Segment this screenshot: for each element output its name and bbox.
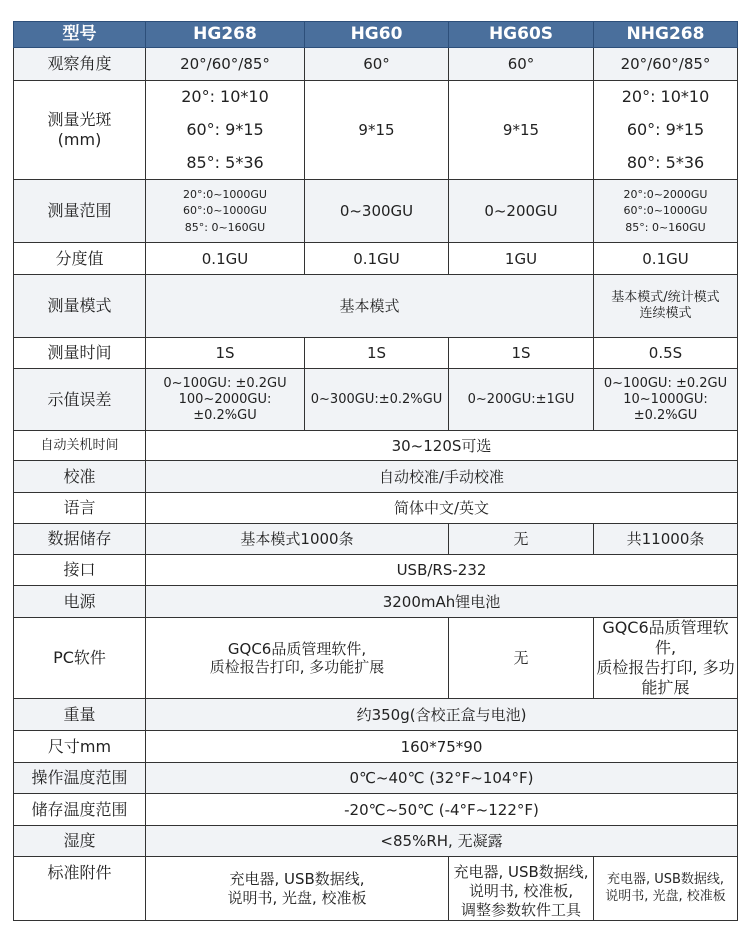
row-label: 标准附件	[14, 857, 146, 920]
table-row	[14, 493, 738, 524]
row-label: 校准	[14, 461, 146, 493]
header-model-hg60s: HG60S	[449, 22, 594, 48]
table-row	[14, 555, 738, 586]
row-label: 接口	[14, 555, 146, 586]
spec-value-cell: GQC6品质管理软件, 质检报告打印, 多功能扩展	[146, 618, 449, 699]
spec-value-cell: 20°: 10*10 60°: 9*15 85°: 5*36	[146, 81, 305, 180]
spec-value-cell: 9*15	[305, 81, 449, 180]
spec-value-cell: 9*15	[449, 81, 594, 180]
row-label: 数据储存	[14, 524, 146, 555]
row-label: 测量时间	[14, 338, 146, 369]
table-row	[14, 180, 738, 243]
header-model-hg60: HG60	[305, 22, 449, 48]
spec-value-cell: 自动校准/手动校准	[146, 461, 738, 493]
header-model-hg268: HG268	[146, 22, 305, 48]
spec-value-cell: 无	[449, 524, 594, 555]
row-label: 测量范围	[14, 180, 146, 243]
table-row	[14, 243, 738, 275]
spec-value-cell: 1S	[146, 338, 305, 369]
header-model-nhg268: NHG268	[594, 22, 738, 48]
row-label: 自动关机时间	[14, 431, 146, 461]
spec-value-cell: 60°	[449, 48, 594, 81]
row-label: PC软件	[14, 618, 146, 699]
row-label: 重量	[14, 699, 146, 731]
spec-value-cell: 20°:0~1000GU 60°:0~1000GU 85°: 0~160GU	[146, 180, 305, 243]
row-label: 示值误差	[14, 369, 146, 431]
row-label: 语言	[14, 493, 146, 524]
spec-value-cell: 约350g(含校正盒与电池)	[146, 699, 738, 731]
spec-table	[13, 21, 738, 921]
spec-value-cell: 1GU	[449, 243, 594, 275]
spec-value-cell: 1S	[449, 338, 594, 369]
spec-value-cell: 20°: 10*10 60°: 9*15 80°: 5*36	[594, 81, 738, 180]
row-label: 储存温度范围	[14, 794, 146, 826]
table-row	[14, 699, 738, 731]
spec-value-cell: 20°/60°/85°	[594, 48, 738, 81]
spec-value-cell: 充电器, USB数据线, 说明书, 校准板, 调整参数软件工具	[449, 857, 594, 920]
spec-value-cell: 无	[449, 618, 594, 699]
spec-value-cell: 30~120S可选	[146, 431, 738, 461]
table-row	[14, 826, 738, 857]
table-row	[14, 857, 738, 920]
row-label: 操作温度范围	[14, 763, 146, 794]
spec-value-cell: 0.1GU	[594, 243, 738, 275]
table-row	[14, 338, 738, 369]
spec-value-cell: 20°:0~2000GU 60°:0~1000GU 85°: 0~160GU	[594, 180, 738, 243]
row-label: 分度值	[14, 243, 146, 275]
table-row	[14, 81, 738, 180]
spec-value-cell: 1S	[305, 338, 449, 369]
row-label: 湿度	[14, 826, 146, 857]
table-row	[14, 763, 738, 794]
row-label: 测量模式	[14, 275, 146, 338]
spec-value-cell: 充电器, USB数据线, 说明书, 光盘, 校准板	[146, 857, 449, 920]
spec-value-cell: 0.1GU	[146, 243, 305, 275]
table-row	[14, 618, 738, 699]
spec-value-cell: 0~300GU:±0.2%GU	[305, 369, 449, 431]
spec-value-cell: 充电器, USB数据线, 说明书, 光盘, 校准板	[594, 857, 738, 920]
table-row	[14, 461, 738, 493]
header-model-label: 型号	[14, 22, 146, 48]
spec-value-cell: <85%RH, 无凝露	[146, 826, 738, 857]
spec-value-cell: 基本模式/统计模式 连续模式	[594, 275, 738, 338]
spec-value-cell: 0~300GU	[305, 180, 449, 243]
spec-value-cell: USB/RS-232	[146, 555, 738, 586]
spec-value-cell: 简体中文/英文	[146, 493, 738, 524]
row-label: 尺寸mm	[14, 731, 146, 763]
header-row	[14, 22, 738, 48]
table-row	[14, 275, 738, 338]
row-label: 观察角度	[14, 48, 146, 81]
table-row	[14, 48, 738, 81]
spec-value-cell: 0~200GU:±1GU	[449, 369, 594, 431]
spec-value-cell: 20°/60°/85°	[146, 48, 305, 81]
spec-value-cell: 0~200GU	[449, 180, 594, 243]
row-label: 测量光斑 (mm)	[14, 81, 146, 180]
spec-value-cell: 基本模式	[146, 275, 594, 338]
spec-value-cell: 60°	[305, 48, 449, 81]
row-label: 电源	[14, 586, 146, 618]
spec-value-cell: GQC6品质管理软件, 质检报告打印, 多功能扩展	[594, 618, 738, 699]
spec-value-cell: 160*75*90	[146, 731, 738, 763]
table-row	[14, 524, 738, 555]
spec-value-cell: 共11000条	[594, 524, 738, 555]
spec-value-cell: 基本模式1000条	[146, 524, 449, 555]
table-row	[14, 794, 738, 826]
spec-value-cell: 0.5S	[594, 338, 738, 369]
spec-value-cell: 0℃~40℃ (32°F~104°F)	[146, 763, 738, 794]
spec-value-cell: 0~100GU: ±0.2GU 10~1000GU: ±0.2%GU	[594, 369, 738, 431]
table-row	[14, 731, 738, 763]
table-row	[14, 369, 738, 431]
spec-value-cell: 0~100GU: ±0.2GU 100~2000GU: ±0.2%GU	[146, 369, 305, 431]
spec-value-cell: 0.1GU	[305, 243, 449, 275]
table-row	[14, 431, 738, 461]
spec-value-cell: 3200mAh锂电池	[146, 586, 738, 618]
spec-value-cell: -20℃~50℃ (-4°F~122°F)	[146, 794, 738, 826]
table-row	[14, 586, 738, 618]
